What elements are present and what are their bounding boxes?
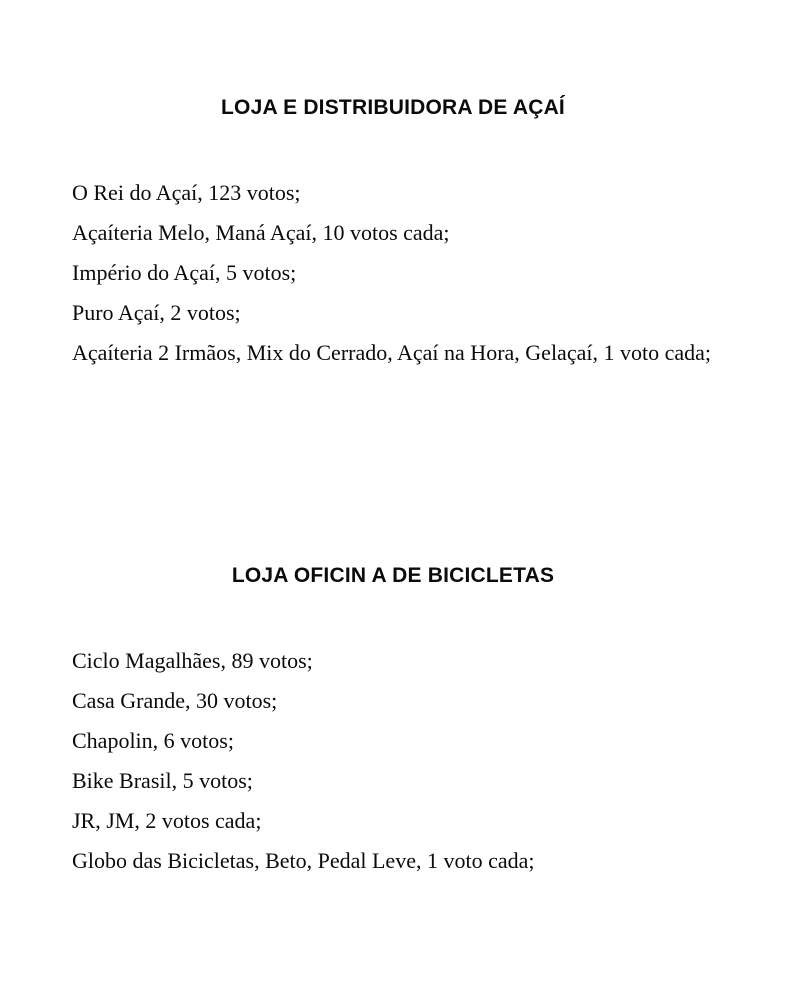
vote-list-bicicletas bbox=[72, 646, 714, 876]
vote-entry: Ciclo Magalhães, 89 votos; bbox=[72, 648, 313, 673]
vote-entry: Açaíteria Melo, Maná Açaí, 10 votos cada; bbox=[72, 220, 450, 245]
vote-entry: Casa Grande, 30 votos; bbox=[72, 688, 278, 713]
vote-entry: Puro Açaí, 2 votos; bbox=[72, 300, 241, 325]
vote-entry: Chapolin, 6 votos; bbox=[72, 728, 234, 753]
vote-entry: Globo das Bicicletas, Beto, Pedal Leve, 1 voto cada; bbox=[72, 848, 535, 873]
vote-entry: Bike Brasil, 5 votos; bbox=[72, 768, 253, 793]
vote-entry: JR, JM, 2 votos cada; bbox=[72, 808, 262, 833]
section-title-bicicletas: LOJA OFICIN A DE BICICLETAS bbox=[231, 564, 555, 587]
vote-entry: Império do Açaí, 5 votos; bbox=[72, 260, 297, 285]
vote-entry: Açaíteria 2 Irmãos, Mix do Cerrado, Açaí na Hora, Gelaçaí, 1 voto cada; bbox=[72, 340, 711, 365]
vote-entry: O Rei do Açaí, 123 votos; bbox=[72, 180, 301, 205]
vote-list-acai bbox=[72, 178, 714, 368]
section-title-acai: LOJA E DISTRIBUIDORA DE AÇAÍ bbox=[221, 96, 565, 119]
